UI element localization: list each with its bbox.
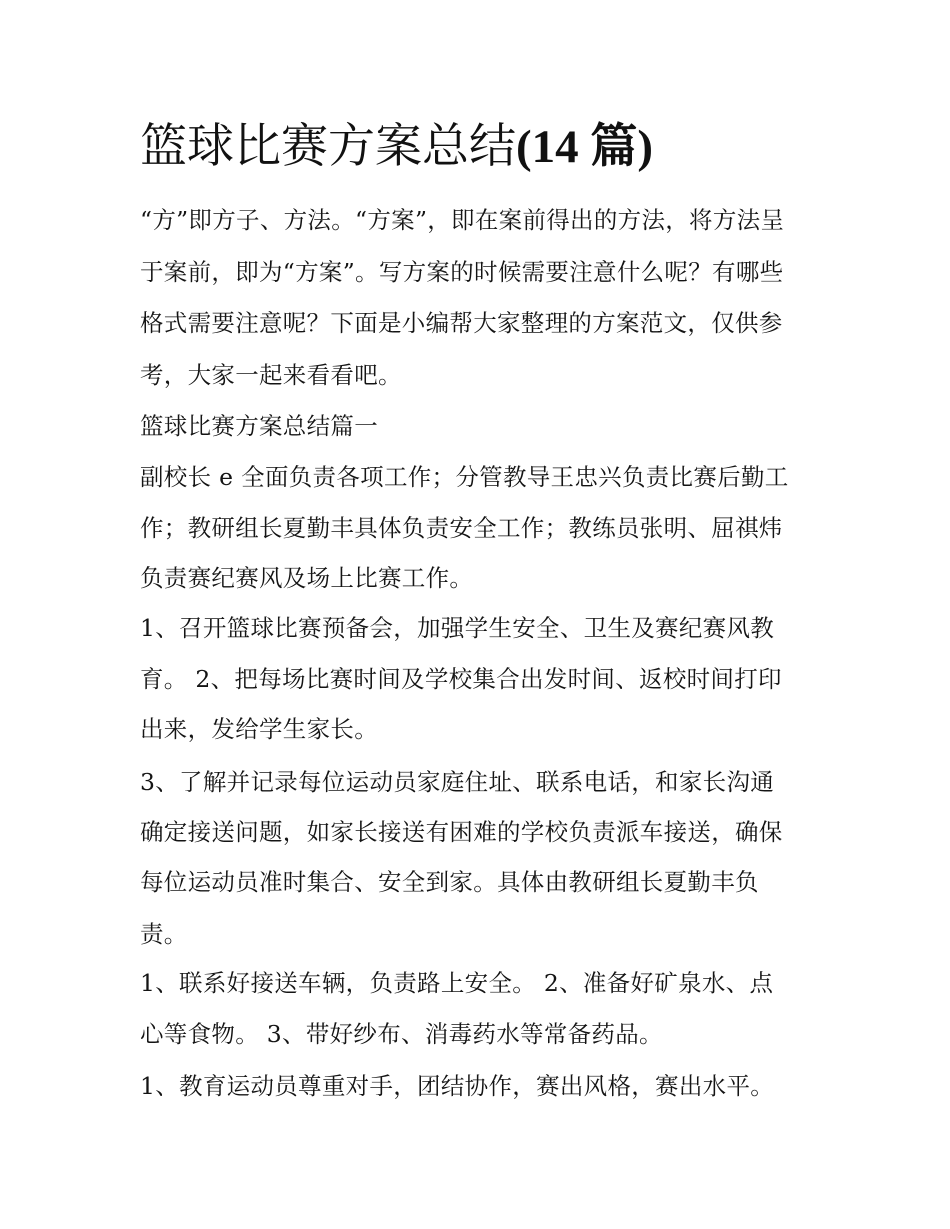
intro-line-1: “方”即方子、方法。“方案”，即在案前得出的方法，将方法呈 <box>140 206 785 234</box>
intro-line-4: 考，大家一起来看看吧。 <box>140 361 402 389</box>
paragraph-line: 心等食物。 3、带好纱布、消毒药水等常备药品。 <box>140 1020 663 1048</box>
paragraph-line: 副校长 e 全面负责各项工作；分管教导王忠兴负责比赛后勤工 <box>140 463 789 491</box>
intro-line-2: 于案前，即为“方案”。写方案的时候需要注意什么呢？有哪些 <box>140 258 784 286</box>
document-title <box>140 116 840 178</box>
paragraph-line: 出来，发给学生家长。 <box>140 715 378 743</box>
title-suffix: (14 篇) <box>516 121 654 173</box>
paragraph-line: 责。 <box>140 920 188 948</box>
section-heading: 篮球比赛方案总结篇一 <box>140 412 378 440</box>
paragraph-line: 负责赛纪赛风及场上比赛工作。 <box>140 564 474 592</box>
paragraph-line: 确定接送问题，如家长接送有困难的学校负责派车接送，确保 <box>140 818 783 846</box>
paragraph-line: 作；教研组长夏勤丰具体负责安全工作；教练员张明、屈祺炜 <box>140 514 783 542</box>
intro-line-3: 格式需要注意呢？下面是小编帮大家整理的方案范文，仅供参 <box>140 309 783 337</box>
title-main: 篮球比赛方案总结 <box>140 119 516 174</box>
paragraph-line: 1、教育运动员尊重对手，团结协作，赛出风格，赛出水平。 <box>140 1072 775 1100</box>
paragraph-line: 3、了解并记录每位运动员家庭住址、联系电话，和家长沟通 <box>140 768 775 796</box>
paragraph-line: 每位运动员准时集合、安全到家。具体由教研组长夏勤丰负 <box>140 868 759 896</box>
paragraph-line: 1、召开篮球比赛预备会，加强学生安全、卫生及赛纪赛风教 <box>140 614 775 642</box>
paragraph-line: 1、联系好接送车辆，负责路上安全。 2、准备好矿泉水、点 <box>140 969 774 997</box>
paragraph-line: 育。 2、把每场比赛时间及学校集合出发时间、返校时间打印 <box>140 665 782 693</box>
